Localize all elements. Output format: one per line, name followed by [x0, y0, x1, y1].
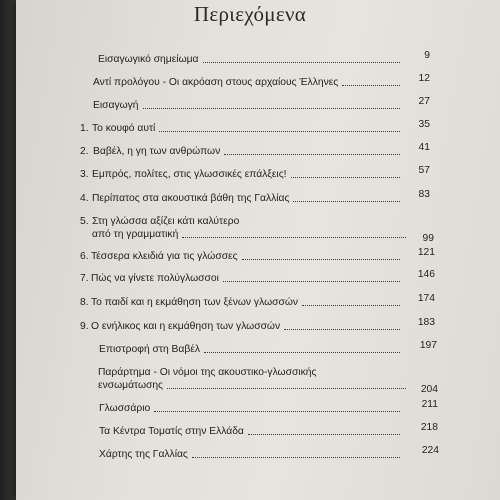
- toc-entry-title: Το παιδί και η εκμάθηση των ξένων γλωσσών: [91, 297, 299, 308]
- toc-entry-number: 2.: [80, 146, 89, 157]
- leader-dots: [203, 61, 400, 63]
- leader-dots: [159, 130, 400, 132]
- toc-entry-page-number: 146: [417, 269, 435, 280]
- leader-dots: [204, 351, 400, 353]
- toc-entry-number: 7.: [80, 273, 89, 284]
- toc-entry-number: 9.: [80, 321, 89, 332]
- leader-dots: [291, 176, 400, 178]
- toc-entry-number: 3.: [80, 169, 89, 180]
- toc-entry-title: Ο ενήλικος και η εκμάθηση των γλωσσών: [91, 321, 281, 332]
- toc-entry-page-number: 121: [417, 247, 435, 258]
- leader-dots: [154, 410, 400, 412]
- toc-entry-page-number: 183: [417, 317, 435, 328]
- toc-entry-title: Γλωσσάριο: [99, 403, 151, 414]
- toc-entry-page-number: 211: [421, 399, 438, 410]
- toc-entry-page-number: 224: [421, 445, 439, 456]
- toc-entry-title: Πώς να γίνετε πολύγλωσσοι: [91, 273, 219, 284]
- leader-dots: [182, 236, 406, 238]
- toc-entry-number: 4.: [80, 193, 89, 204]
- leader-dots: [167, 387, 406, 389]
- toc-entry-number: 5.: [80, 216, 89, 227]
- toc-entry-page-number: 57: [418, 165, 430, 176]
- leader-dots: [248, 433, 400, 435]
- toc-entry-title: Βαβέλ, η γη των ανθρώπων: [93, 146, 221, 157]
- toc-entry-number: 8.: [80, 297, 89, 308]
- leader-dots: [342, 84, 400, 86]
- toc-entry-title: από τη γραμματική: [92, 229, 179, 240]
- toc-entry: [0, 216, 500, 246]
- toc-entry-title: Τα Κέντρα Τοματίς στην Ελλάδα: [99, 426, 244, 437]
- leader-dots: [143, 107, 400, 109]
- toc-entry-title: Τέσσερα κλειδιά για τις γλώσσες: [91, 251, 238, 262]
- toc-entry-title: Παράρτημα - Οι νόμοι της ακουστικο-γλωσσικής: [98, 367, 317, 378]
- toc-entry-page-number: 204: [420, 384, 438, 395]
- toc-entry-page-number: 27: [418, 96, 430, 107]
- toc-entry-title: Το κουφό αυτί: [92, 123, 156, 134]
- toc-entry-title: Περίπατος στα ακουστικά βάθη της Γαλλίας: [92, 193, 290, 204]
- toc-entry-title: Εισαγωγικό σημείωμα: [98, 54, 199, 65]
- toc-entry-title: ενσωμάτωσης: [98, 380, 164, 391]
- toc-entry: [0, 367, 500, 397]
- leader-dots: [223, 280, 400, 282]
- leader-dots: [284, 328, 400, 330]
- leader-dots: [302, 304, 400, 306]
- toc-entry-title: Στη γλώσσα αξίζει κάτι καλύτερο: [92, 216, 240, 227]
- toc-entry-page-number: 12: [418, 73, 430, 84]
- toc-entry: [0, 445, 500, 479]
- leader-dots: [293, 200, 400, 202]
- leader-dots: [192, 456, 400, 458]
- leader-dots: [242, 258, 400, 260]
- toc-entry-title: Εισαγωγή: [93, 100, 139, 111]
- toc-entry-title: Αντί προλόγου - Οι ακρόαση στους αρχαίους Έλληνες: [93, 77, 339, 88]
- toc-entry-page-number: 197: [419, 340, 437, 351]
- toc-entry-page-number: 9: [424, 50, 430, 61]
- toc-entry-page-number: 99: [422, 233, 434, 244]
- toc-entry-title: Εμπρός, πολίτες, στις γλωσσικές επάλξεις!: [92, 169, 287, 180]
- toc-entry-page-number: 218: [420, 422, 438, 433]
- page-title: Περιεχόμενα: [193, 2, 307, 26]
- toc-entry-page-number: 83: [418, 189, 430, 200]
- toc-entry-page-number: 41: [418, 142, 430, 153]
- toc-entry-title: Επιστροφή στη Βαβέλ: [99, 344, 201, 355]
- toc-entry-page-number: 35: [418, 119, 430, 130]
- toc-entry-page-number: 174: [417, 293, 435, 304]
- toc-entry-number: 1.: [80, 123, 89, 134]
- leader-dots: [224, 153, 400, 155]
- toc-entry-title: Χάρτης της Γαλλίας: [99, 449, 188, 460]
- toc-entry-number: 6.: [80, 251, 89, 262]
